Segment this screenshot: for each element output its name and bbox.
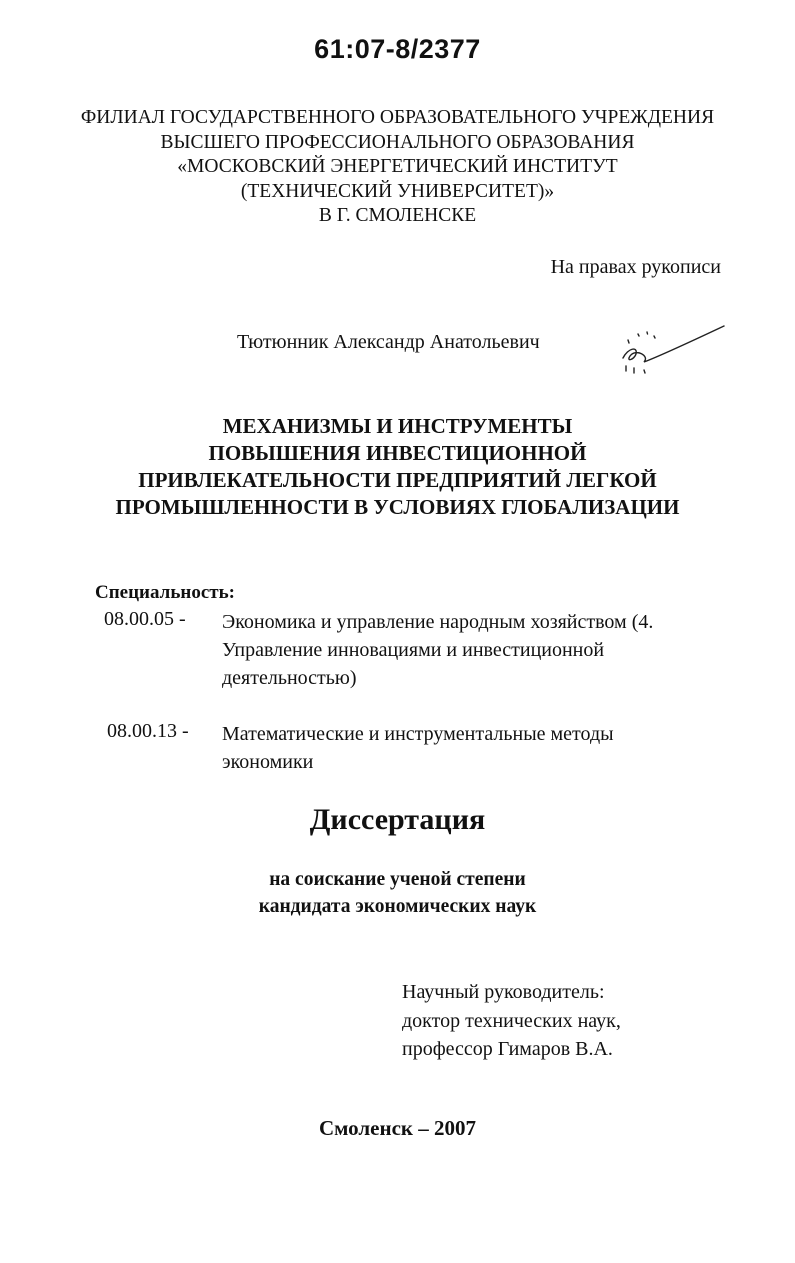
signature-icon xyxy=(620,318,730,376)
archive-code: 61:07-8/2377 xyxy=(314,34,481,64)
specialty-label: Специальность: xyxy=(95,582,235,603)
dissertation-title xyxy=(0,413,795,521)
rights-note: На правах рукописи xyxy=(550,256,721,278)
institution-line: ФИЛИАЛ ГОСУДАРСТВЕННОГО ОБРАЗОВАТЕЛЬНОГО УЧРЕЖДЕНИЯ xyxy=(80,107,715,128)
specialty-code: 08.00.05 - xyxy=(104,608,186,630)
institution-line: «МОСКОВСКИЙ ЭНЕРГЕТИЧЕСКИЙ ИНСТИТУТ xyxy=(177,156,618,177)
title-line: ПРИВЛЕКАТЕЛЬНОСТИ ПРЕДПРИЯТИЙ ЛЕГКОЙ xyxy=(138,468,657,492)
place-year: Смоленск – 2007 xyxy=(318,1116,477,1140)
institution-line: (ТЕХНИЧЕСКИЙ УНИВЕРСИТЕТ)» xyxy=(240,180,555,202)
author-name: Тютюнник Александр Анатольевич xyxy=(237,331,540,353)
specialty-description: Математические и инструментальные методы экономики xyxy=(222,723,614,773)
title-line: МЕХАНИЗМЫ И ИНСТРУМЕНТЫ xyxy=(222,414,573,438)
specialty-code: 08.00.13 - xyxy=(107,720,189,742)
supervisor-degree: доктор технических наук, xyxy=(402,1009,621,1032)
title-line: ПОВЫШЕНИЯ ИНВЕСТИЦИОННОЙ xyxy=(208,441,587,465)
degree-line: на соискание ученой степени xyxy=(269,869,526,890)
institution-header xyxy=(0,106,795,229)
specialty-description: Экономика и управление народным хозяйством (4. Управление инновациями и инвестиционной деятельностью) xyxy=(222,611,654,689)
supervisor-block xyxy=(402,978,621,1064)
degree-line: кандидата экономических наук xyxy=(258,896,537,917)
degree-sought xyxy=(0,866,795,920)
document-type: Диссертация xyxy=(309,803,486,836)
supervisor-name: профессор Гимаров В.А. xyxy=(402,1038,613,1060)
institution-line: В Г. СМОЛЕНСКЕ xyxy=(318,205,477,226)
title-line: ПРОМЫШЛЕННОСТИ В УСЛОВИЯХ ГЛОБАЛИЗАЦИИ xyxy=(115,495,680,519)
institution-line: ВЫСШЕГО ПРОФЕССИОНАЛЬНОГО ОБРАЗОВАНИЯ xyxy=(160,131,635,153)
supervisor-role: Научный руководитель: xyxy=(402,981,605,1003)
